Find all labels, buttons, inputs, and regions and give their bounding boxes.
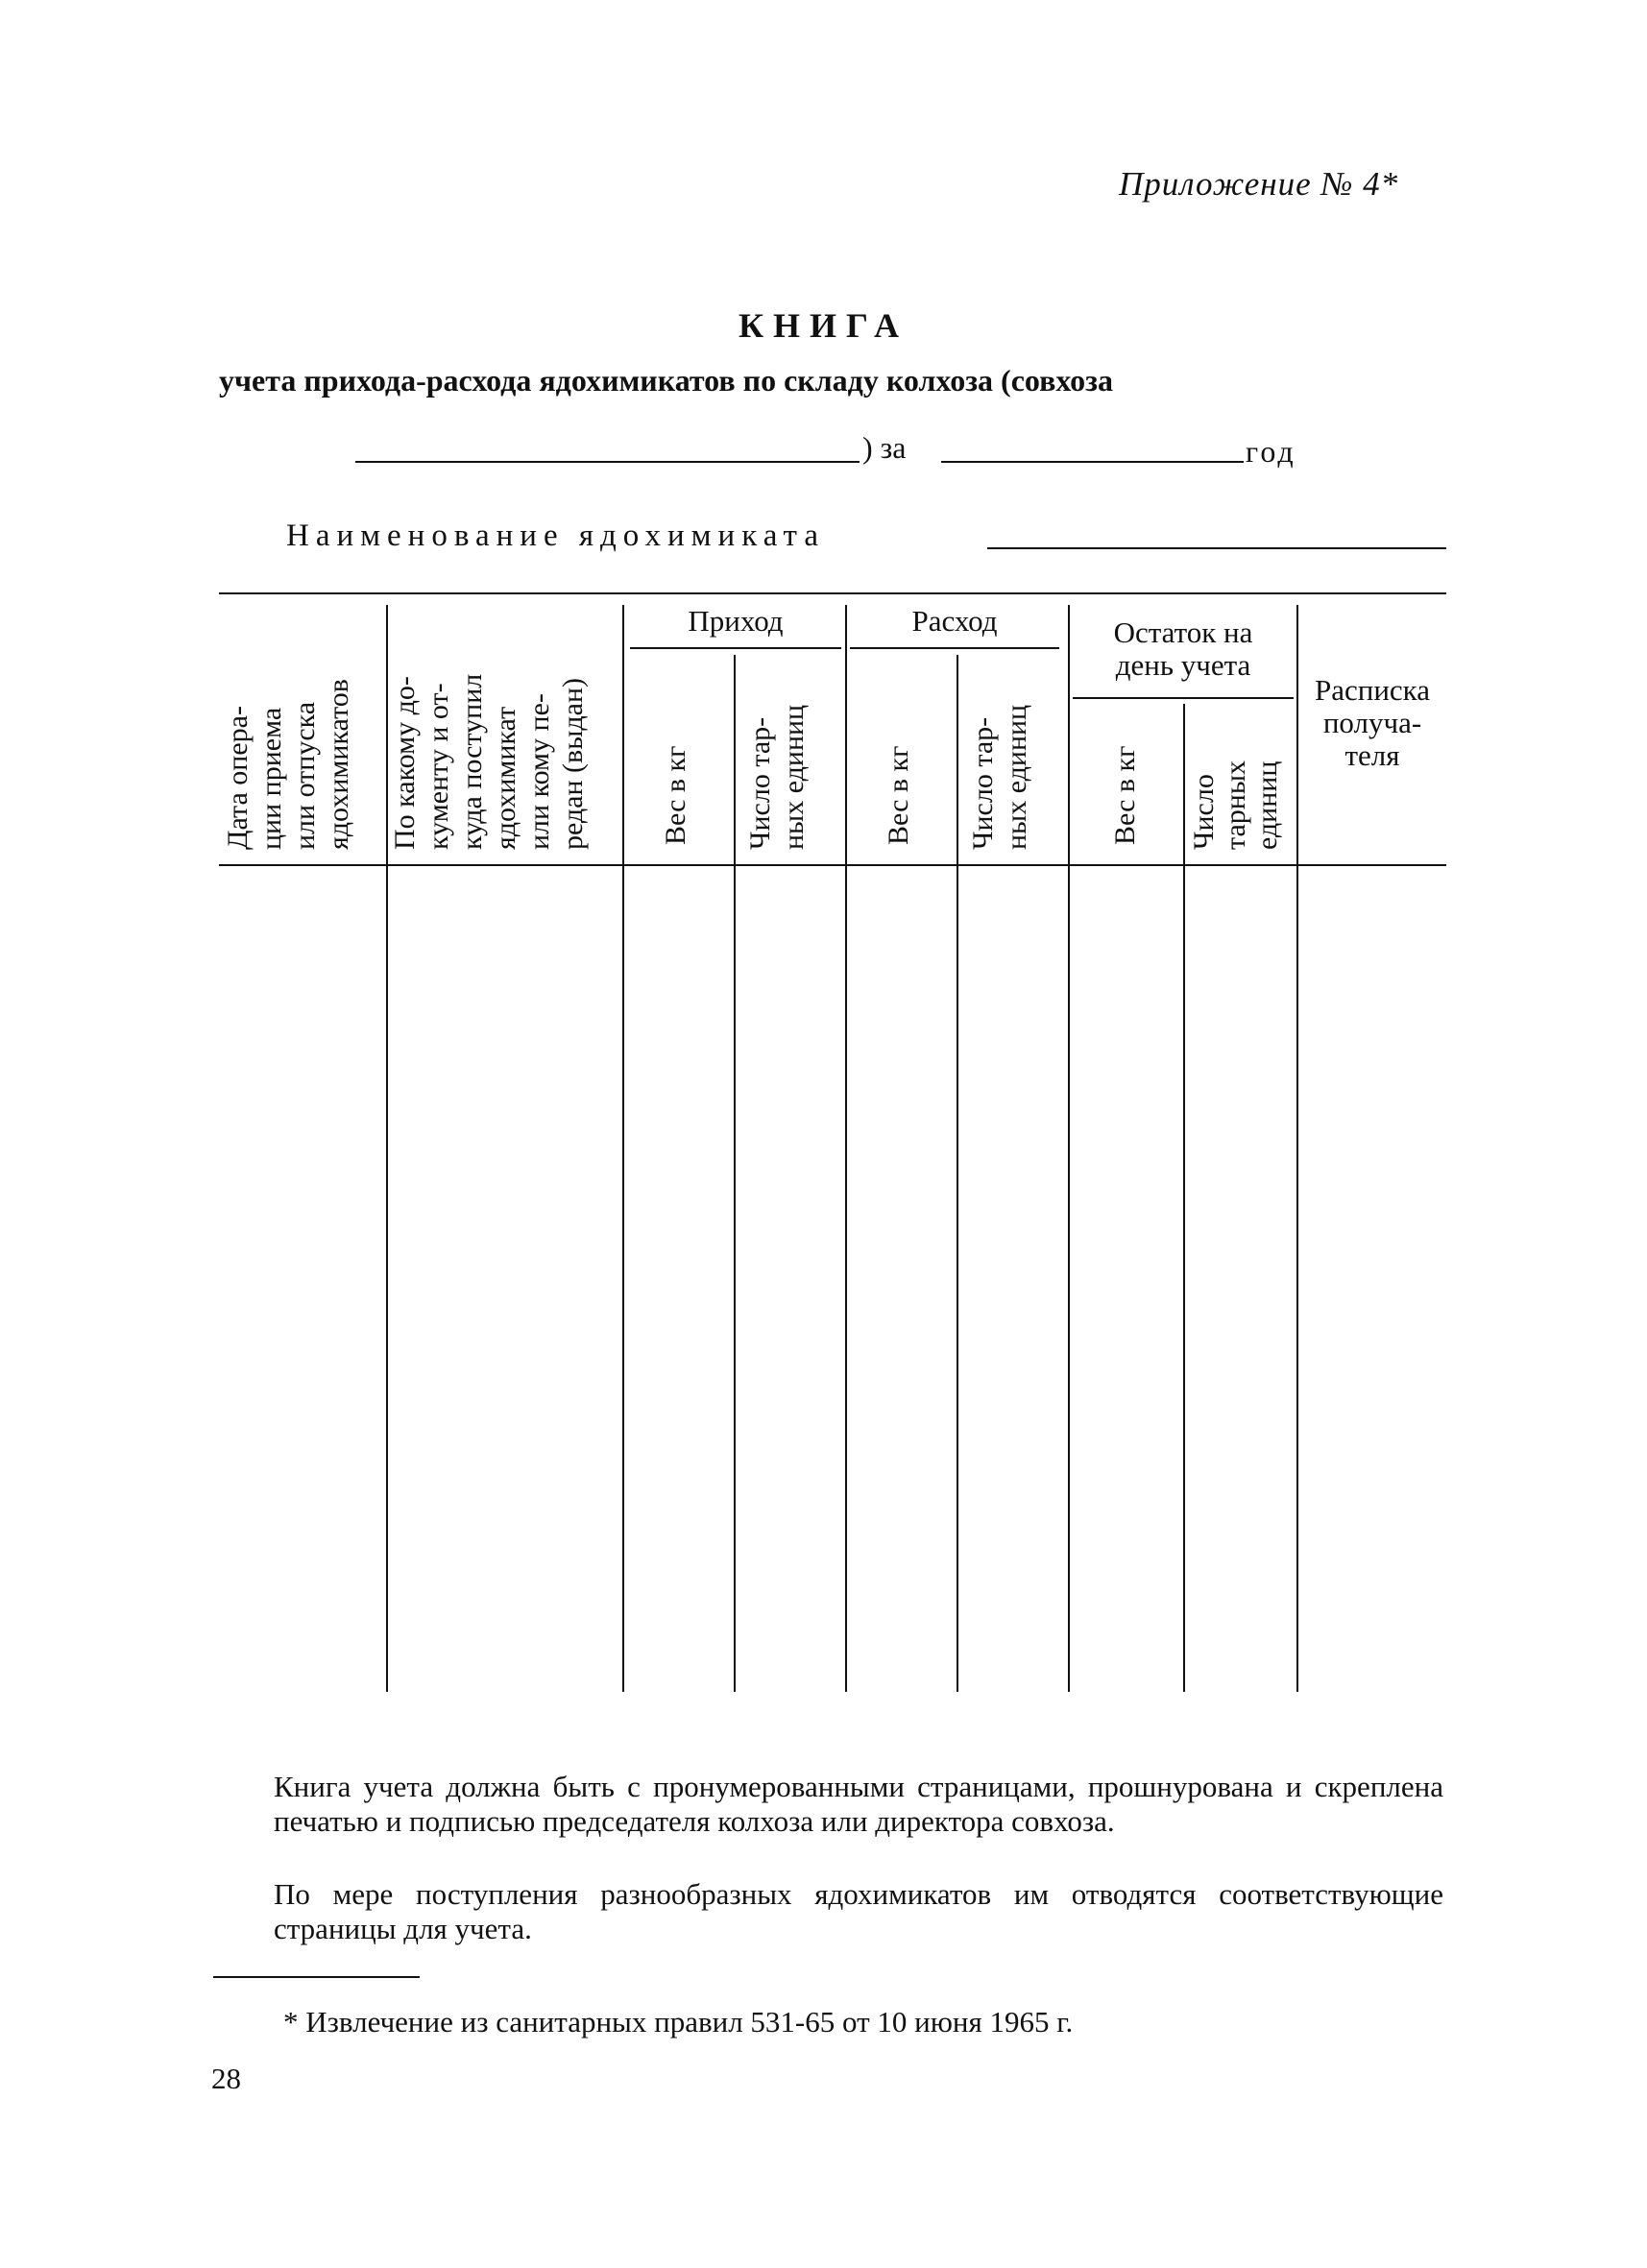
col-doc-line-5: или кому пе- (523, 693, 555, 850)
prihod-chislo-line-2: ных единиц (778, 704, 810, 850)
col-doc-line-4: ядохимикат (490, 706, 521, 850)
prihod-group-rule (630, 647, 841, 649)
col-date-header (221, 679, 355, 850)
col-rule-3 (734, 655, 736, 1692)
table-top-rule (219, 592, 1446, 594)
year-word: год (1246, 434, 1296, 469)
col-doc-line-2: кументу и от- (423, 683, 454, 850)
col-receipt-header (1298, 674, 1446, 772)
ostatok-line-1: Остаток на (1113, 615, 1253, 649)
receipt-line-2: получа- (1322, 706, 1422, 739)
footnote: * Извлечение из санитарных правил 531-65 от 10 июня 1965 г. (283, 2005, 1074, 2039)
prihod-chislo-line-1: Число тар- (744, 716, 776, 850)
col-date-line-1: Дата опера- (222, 706, 254, 850)
col-rule-4 (845, 605, 847, 1692)
page-number: 28 (211, 2062, 241, 2095)
col-doc-line-1: По какому до- (389, 676, 421, 850)
table-header-bottom-rule (219, 864, 1446, 866)
note-paragraph-2: По мере поступления разнообразных ядохимикатов им отводятся соответствующие страницы для учета. (274, 1877, 1443, 1945)
note-paragraph-1: Книга учета должна быть с пронумерованными страницами, прошнурована и скреплена печатью и подписью председателя колхоза или директора совхоза. (274, 1770, 1443, 1838)
col-rule-5 (957, 655, 958, 1692)
appendix-label: Приложение № 4* (1119, 165, 1399, 203)
rashod-chislo-line-2: ных единиц (1001, 704, 1032, 850)
footnote-separator (213, 1976, 420, 1978)
group-ostatok-header (1073, 616, 1294, 682)
col-date-line-4: ядохимикатов (323, 679, 354, 850)
rashod-chislo-header (966, 705, 1033, 850)
ostatok-ves-header: Вес в кг (1109, 745, 1141, 845)
ostatok-chislo-line-1: Число (1188, 774, 1220, 850)
group-rashod-header: Расход (911, 604, 998, 638)
farm-name-blank[interactable] (355, 461, 860, 463)
rashod-chislo-line-1: Число тар- (967, 716, 999, 850)
col-rule-7 (1183, 704, 1185, 1692)
receipt-line-3: теля (1344, 738, 1400, 772)
receipt-line-1: Расписка (1314, 673, 1431, 707)
ostatok-chislo-line-2: тарных (1220, 760, 1251, 850)
col-date-line-2: ции приема (255, 707, 287, 850)
chemical-name-blank[interactable] (987, 547, 1446, 549)
ostatok-line-2: день учета (1115, 648, 1251, 682)
ostatok-group-rule (1073, 697, 1294, 699)
col-rule-2 (622, 605, 624, 1692)
rashod-ves-header: Вес в кг (883, 745, 914, 845)
group-prihod-header: Приход (688, 604, 784, 638)
ostatok-chislo-header (1188, 760, 1283, 850)
prihod-chislo-header (743, 705, 811, 850)
chemical-name-label: Наименование ядохимиката (286, 519, 825, 553)
year-blank[interactable] (941, 461, 1244, 463)
rashod-group-rule (850, 647, 1059, 649)
col-rule-6 (1068, 605, 1070, 1692)
ostatok-chislo-line-3: единиц (1251, 760, 1283, 850)
col-doc-line-3: куда поступил (456, 673, 488, 850)
prihod-ves-header: Вес в кг (660, 745, 691, 845)
col-document-header (388, 674, 590, 850)
col-date-line-3: или отпуска (289, 701, 321, 850)
document-title: КНИГА (738, 306, 909, 345)
col-doc-line-6: редан (выдан) (557, 678, 589, 850)
year-prefix: ) за (862, 430, 907, 465)
document-subtitle: учета прихода-расхода ядохимикатов по складу колхоза (совхоза (219, 363, 1114, 398)
